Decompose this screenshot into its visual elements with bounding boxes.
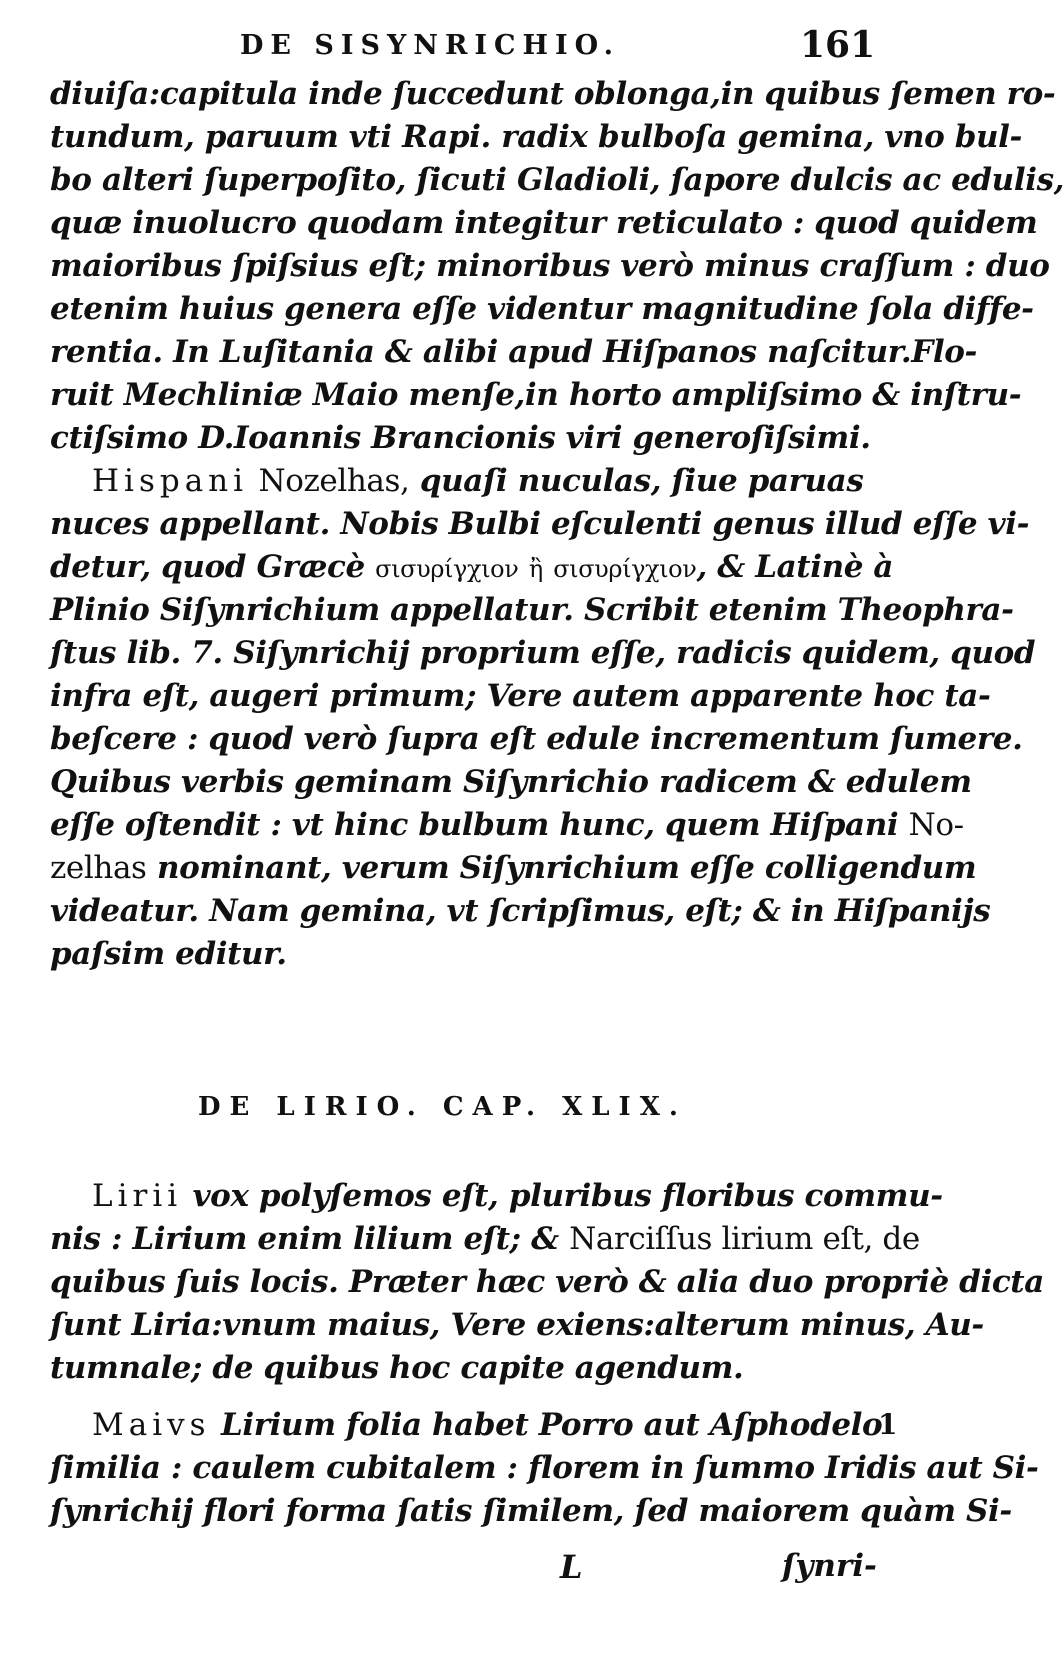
text-line bbox=[50, 547, 894, 589]
running-title: DE SISYNRICHIO. bbox=[240, 30, 621, 61]
roman-word: Nozelhas, bbox=[258, 463, 410, 499]
italic-text: nis : Lirium enim lilium eſt; & bbox=[50, 1221, 559, 1257]
text-line: ctiſsimo D.Ioannis Brancionis viri generoſiſsimi. bbox=[50, 420, 871, 456]
text-line: diuiſa:capitula inde ſuccedunt oblonga,in quibus ſemen ro- bbox=[50, 76, 1056, 112]
page-number: 161 bbox=[800, 24, 876, 66]
text-line: infra eſt, augeri primum; Vere autem apparente hoc ta- bbox=[50, 678, 991, 714]
italic-text: detur, quod Græcè bbox=[50, 549, 365, 585]
smallcaps-word: Lirii bbox=[92, 1178, 183, 1214]
text-line: quæ inuolucro quodam integitur reticulato : quod quidem bbox=[50, 205, 1038, 241]
text-line: rentia. In Luſitania & alibi apud Hiſpanos naſcitur.Flo- bbox=[50, 334, 977, 370]
text-line: Plinio Siſynrichium appellatur. Scribit etenim Theophra- bbox=[50, 592, 1014, 628]
text-line: paſsim editur. bbox=[50, 936, 287, 972]
roman-word: Narciſſus lirium eſt, de bbox=[569, 1221, 920, 1257]
text-line: tundum, paruum vti Rapi. radix bulboſa gemina, vno bul- bbox=[50, 119, 1023, 155]
italic-text: eſſe oſtendit : vt hinc bulbum hunc, quem Hiſpani bbox=[50, 807, 899, 843]
catchword: ſynri- bbox=[782, 1548, 877, 1584]
smallcaps-word: Maivs bbox=[92, 1407, 211, 1443]
text-line: bo alteri ſuperpoſito, ſicuti Gladioli, ſapore dulcis ac edulis, bbox=[50, 162, 1064, 198]
roman-word: zelhas bbox=[50, 850, 147, 886]
text-line: quibus ſuis locis. Præter hæc verò & alia duo propriè dicta bbox=[50, 1264, 1044, 1300]
text-line: beſcere : quod verò ſupra eſt edule incrementum ſumere. bbox=[50, 721, 1023, 757]
text-line: maioribus ſpiſsius eſt; minoribus verò minus craſſum : duo bbox=[50, 248, 1050, 284]
text-line: ſunt Liria:vnum maius, Vere exiens:alterum minus, Au- bbox=[50, 1307, 984, 1343]
text-line bbox=[50, 1219, 920, 1259]
text-line bbox=[50, 805, 964, 845]
italic-text: Lirium folia habet Porro aut Aſphodelo bbox=[220, 1407, 883, 1443]
greek-word: σισυρίγχιον bbox=[375, 555, 519, 583]
text-line bbox=[92, 1405, 883, 1445]
text-line bbox=[92, 1176, 943, 1216]
text-line: etenim huius genera eſſe videntur magnitudine ſola diffe- bbox=[50, 291, 1034, 327]
chapter-heading: DE LIRIO. CAP. XLIX. bbox=[198, 1092, 687, 1122]
text-line: ſynrichij flori forma ſatis ſimilem, ſed maiorem quàm Si- bbox=[50, 1493, 1012, 1529]
text-line: ſtus lib. 7. Siſynrichij proprium eſſe, radicis quidem, quod bbox=[50, 635, 1036, 671]
text-line: Quibus verbis geminam Siſynrichio radicem & edulem bbox=[50, 764, 972, 800]
text-line: videatur. Nam gemina, vt ſcripſimus, eſt; & in Hiſpanijs bbox=[50, 893, 991, 929]
smallcaps-word: Hispani bbox=[92, 463, 249, 499]
text-line: ruit Mechliniæ Maio menſe,in horto ampliſsimo & inſtru- bbox=[50, 377, 1022, 413]
text-line: nuces appellant. Nobis Bulbi eſculenti genus illud eſſe vi- bbox=[50, 506, 1030, 542]
italic-text: quaſi nuculas, ſiue paruas bbox=[419, 463, 864, 499]
greek-word: σισυρίγχιον bbox=[553, 555, 697, 583]
greek-word: ἢ bbox=[528, 555, 543, 583]
text-line: tumnale; de quibus hoc capite agendum. bbox=[50, 1350, 744, 1386]
italic-text: nominant, verum Siſynrichium eſſe colligendum bbox=[156, 850, 977, 886]
roman-word: No- bbox=[908, 807, 964, 843]
italic-text: vox polyſemos eſt, pluribus floribus commu- bbox=[192, 1178, 943, 1214]
text-line: ſimilia : caulem cubitalem : florem in ſummo Iridis aut Si- bbox=[50, 1450, 1039, 1486]
margin-note: 1 bbox=[878, 1408, 898, 1441]
text-line bbox=[92, 461, 870, 501]
italic-text: , & Latinè à bbox=[696, 549, 894, 585]
text-line bbox=[50, 848, 977, 888]
signature-mark: L bbox=[560, 1548, 583, 1586]
